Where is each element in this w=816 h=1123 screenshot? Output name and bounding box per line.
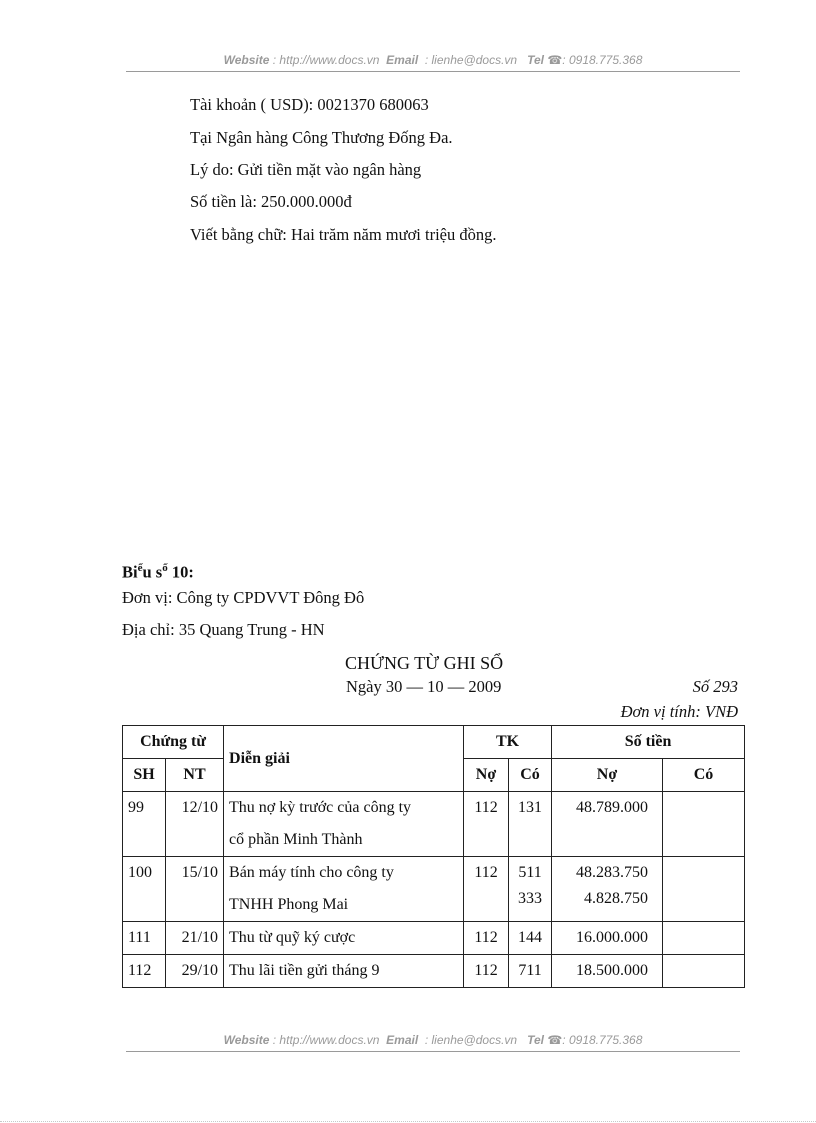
row-credit-account: 511 333 [509,857,552,922]
row-credit-account: 131 [509,792,552,857]
page-edge-divider [0,1121,816,1122]
website-label: Website [223,1033,270,1047]
row-amount-credit [663,955,745,988]
row-description: Thu nợ kỳ trước của công ty cổ phần Minh Thành [224,792,464,857]
row-debit-account: 112 [464,857,509,922]
row-amount-credit [663,857,745,922]
row-amount-debit: 48.283.750 4.828.750 [552,857,663,922]
row-description: Bán máy tính cho công ty TNHH Phong Mai [224,857,464,922]
description-header: Diễn giải [224,726,464,792]
debit-account-header: Nợ [464,759,509,792]
amount-header: Số tiền [552,726,745,759]
tel-label: Tel [527,53,544,67]
footer-divider [126,1051,740,1052]
row-amount-credit [663,922,745,955]
table-row [123,955,745,988]
phone-icon: ☎ [547,53,563,67]
document-date: Ngày 30 — 10 — 2009 [346,677,502,696]
row-sh: 99 [123,792,166,857]
voucher-header: Chứng từ [123,726,224,759]
website-label: Website [223,53,270,67]
document-title: CHỨNG TỪ GHI SỔ [345,653,504,673]
account-line: Tài khoản ( USD): 0021370 680063 [190,95,429,114]
bank-line: Tại Ngân hàng Công Thương Đống Đa. [190,128,453,147]
website-url[interactable]: : http://www.docs.vn [272,53,380,67]
tel-value: : 0918.775.368 [562,1033,643,1047]
document-number: Số 293 [692,677,738,696]
row-amount-credit [663,792,745,857]
amount-line: Số tiền là: 250.000.000đ [190,192,352,211]
reason-line: Lý do: Gửi tiền mặt vào ngân hàng [190,160,422,179]
table-header-row [123,726,745,759]
sh-header: SH [123,759,166,792]
tel-label: Tel [527,1033,544,1047]
email-label: Email [386,53,419,67]
email-value[interactable]: : lienhe@docs.vn [424,1033,518,1047]
row-credit-account: 711 [509,955,552,988]
row-nt: 15/10 [166,857,224,922]
page-header [126,53,740,68]
row-debit-account: 112 [464,792,509,857]
email-value[interactable]: : lienhe@docs.vn [424,53,518,67]
table-row [123,792,745,857]
row-amount-debit: 48.789.000 [552,792,663,857]
company-address: Địa chỉ: 35 Quang Trung - HN [122,620,325,639]
row-credit-account: 144 [509,922,552,955]
phone-icon: ☎ [547,1033,563,1047]
amount-credit-header: Có [663,759,745,792]
header-divider [126,71,740,72]
row-debit-account: 112 [464,922,509,955]
table-row [123,857,745,922]
row-nt: 21/10 [166,922,224,955]
row-sh: 112 [123,955,166,988]
row-nt: 12/10 [166,792,224,857]
row-debit-account: 112 [464,955,509,988]
credit-account-header: Có [509,759,552,792]
ledger-table [122,725,745,988]
form-label: $Bi^ểu$ $s^ố$ 10: [122,562,194,582]
row-sh: 111 [123,922,166,955]
row-sh: 100 [123,857,166,922]
email-label: Email [386,1033,419,1047]
row-description: Thu lãi tiền gửi tháng 9 [224,955,464,988]
page-footer [126,1033,740,1048]
nt-header: NT [166,759,224,792]
amount-words-line: Viết bằng chữ: Hai trăm năm mươi triệu đồng. [190,225,497,244]
account-header: TK [464,726,552,759]
company-unit: Đơn vị: Công ty CPDVVT Đông Đô [122,588,365,607]
table-row [123,922,745,955]
tel-value: : 0918.775.368 [562,53,643,67]
row-amount-debit: 18.500.000 [552,955,663,988]
amount-debit-header: Nợ [552,759,663,792]
row-amount-debit: 16.000.000 [552,922,663,955]
currency-unit: Đơn vị tính: VNĐ [620,702,738,721]
row-description: Thu từ quỹ ký cược [224,922,464,955]
website-url[interactable]: : http://www.docs.vn [272,1033,380,1047]
row-nt: 29/10 [166,955,224,988]
